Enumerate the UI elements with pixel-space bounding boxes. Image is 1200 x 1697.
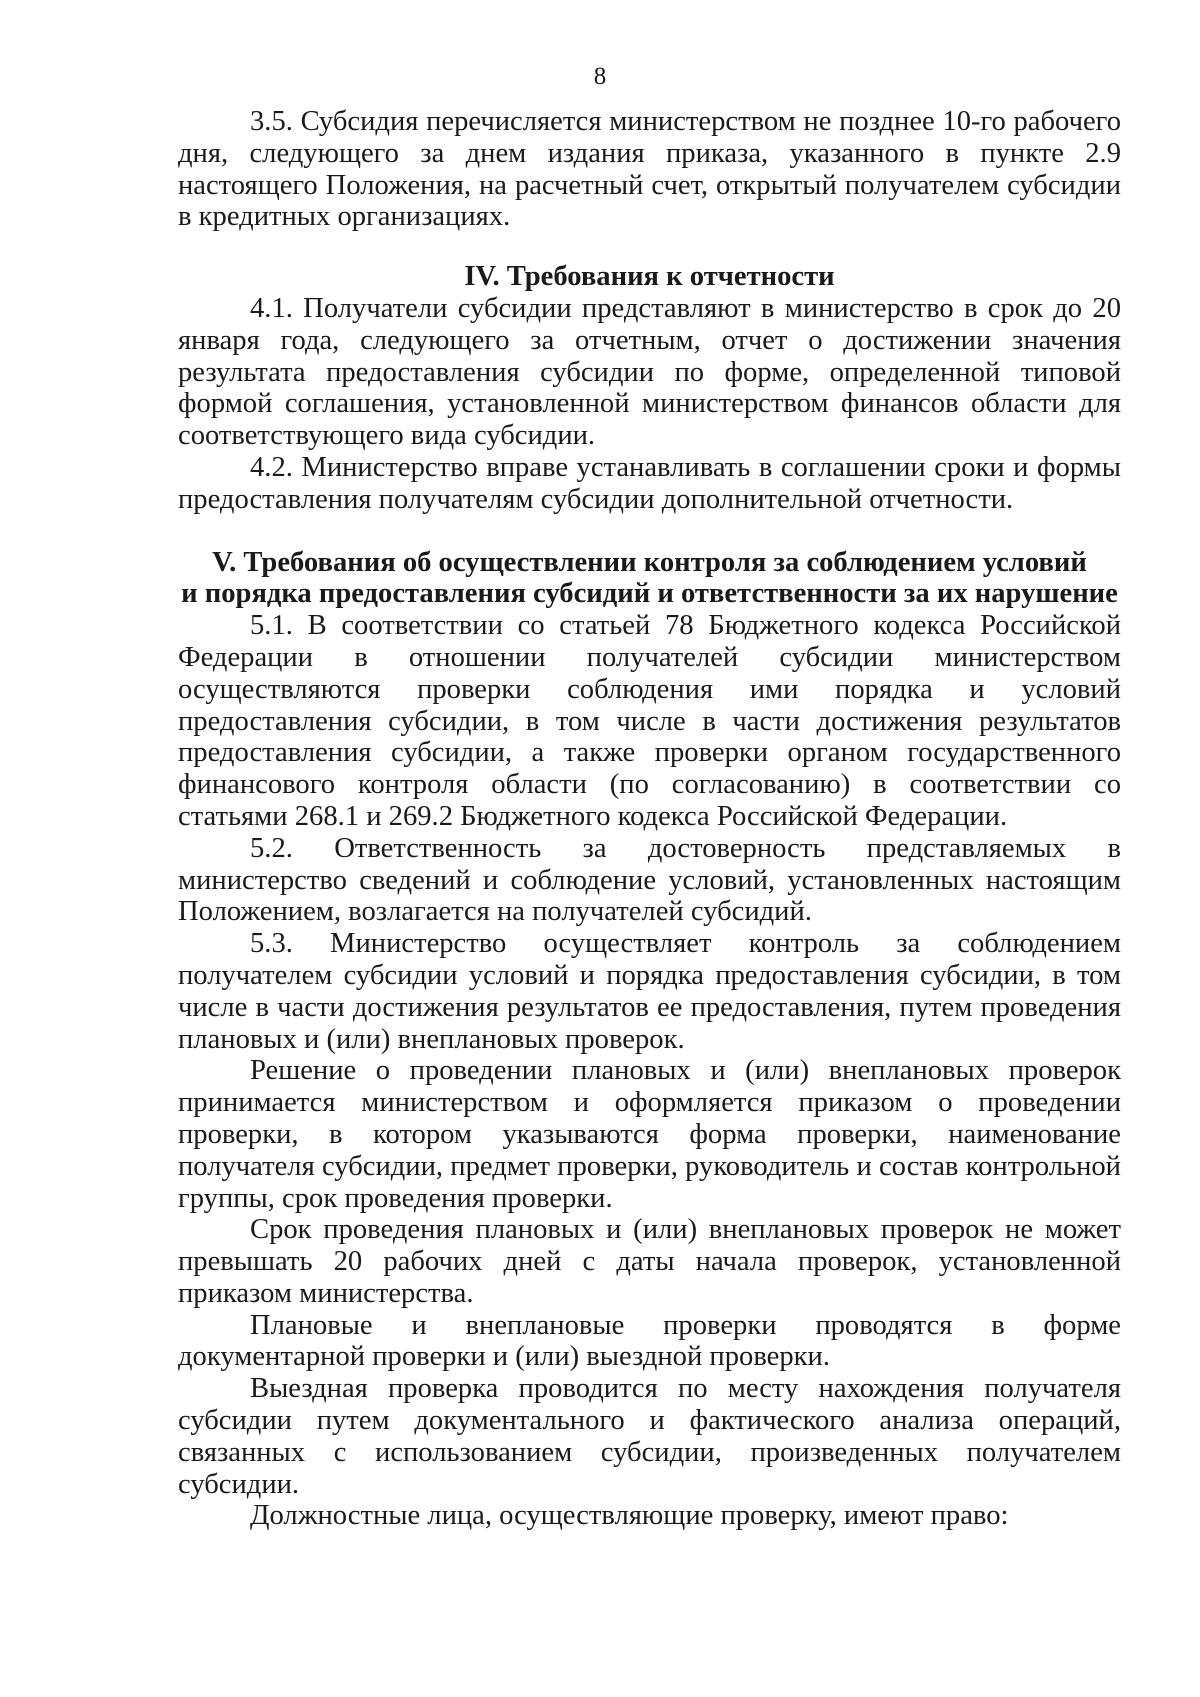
section-heading-iv: IV. Требования к отчетности [464, 261, 835, 293]
paragraph-4-2: 4.2. Министерство вправе устанавливать в соглашении сроки и формы предоставления получателям субсидии дополнительной отчетности. [178, 451, 1121, 515]
paragraph-5-3: 5.3. Министерство осуществляет контроль за соблюдением получателем субсидии условий и порядка предоставления субсидии, в том числе в части достижения результатов ее предоставления, путем проведения плановых и (или) внеплановых проверок. [178, 928, 1121, 1055]
paragraph-inspection-decision: Решение о проведении плановых и (или) внеплановых проверок принимается министерством и оформляется приказом о проведении проверки, в котором указываются форма проверки, наименование получателя субсидии, предмет проверки, руководитель и состав контрольной группы, срок проведения проверки. [178, 1055, 1121, 1214]
paragraph-inspection-duration: Срок проведения плановых и (или) внеплановых проверок не может превышать 20 рабочих дней с даты начала проверок, установленной приказом министерства. [178, 1214, 1121, 1309]
section-heading-v-line-1: V. Требования об осуществлении контроля за соблюдением условий [212, 546, 1087, 578]
paragraph-4-1: 4.1. Получатели субсидии представляют в министерство в срок до 20 января года, следующего за отчетным, отчет о достижении значения результата предоставления субсидии по форме, определенной типовой формой соглашения, установленной министерством финансов области для соответствующего вида субсидии. [178, 292, 1121, 452]
section-heading-v [178, 547, 1121, 611]
paragraph-inspection-forms: Плановые и внеплановые проверки проводятся в форме документарной проверки и (или) выездной проверки. [178, 1309, 1121, 1373]
page-number: 8 [593, 63, 607, 90]
paragraph-5-2: 5.2. Ответственность за достоверность представляемых в министерство сведений и соблюдение условий, установленных настоящим Положением, возлагается на получателей субсидий. [178, 832, 1121, 928]
document-body [178, 106, 1121, 1532]
section-heading-v-line-2: и порядка предоставления субсидий и ответственности за их нарушение [181, 578, 1118, 610]
paragraph-officials-rights: Должностные лица, осуществляющие проверку, имеют право: [250, 1500, 1009, 1532]
paragraph-3-5: 3.5. Субсидия перечисляется министерством не позднее 10-го рабочего дня, следующего за днем издания приказа, указанного в пункте 2.9 настоящего Положения, на расчетный счет, открытый получателем субсидии в кредитных организациях. [178, 106, 1121, 233]
paragraph-onsite-inspection: Выездная проверка проводится по месту нахождения получателя субсидии путем документального и фактического анализа операций, связанных с использованием субсидии, произведенных получателем субсидии. [178, 1373, 1121, 1500]
paragraph-5-1: 5.1. В соответствии со статьей 78 Бюджетного кодекса Российской Федерации в отношении получателей субсидии министерством осуществляются проверки соблюдения ими порядка и условий предоставления субсидии, в том числе в части достижения результатов предоставления субсидии, а также проверки органом государственного финансового контроля области (по согласованию) в соответствии со статьями 268.1 и 269.2 Бюджетного кодекса Российской Федерации. [178, 610, 1121, 832]
